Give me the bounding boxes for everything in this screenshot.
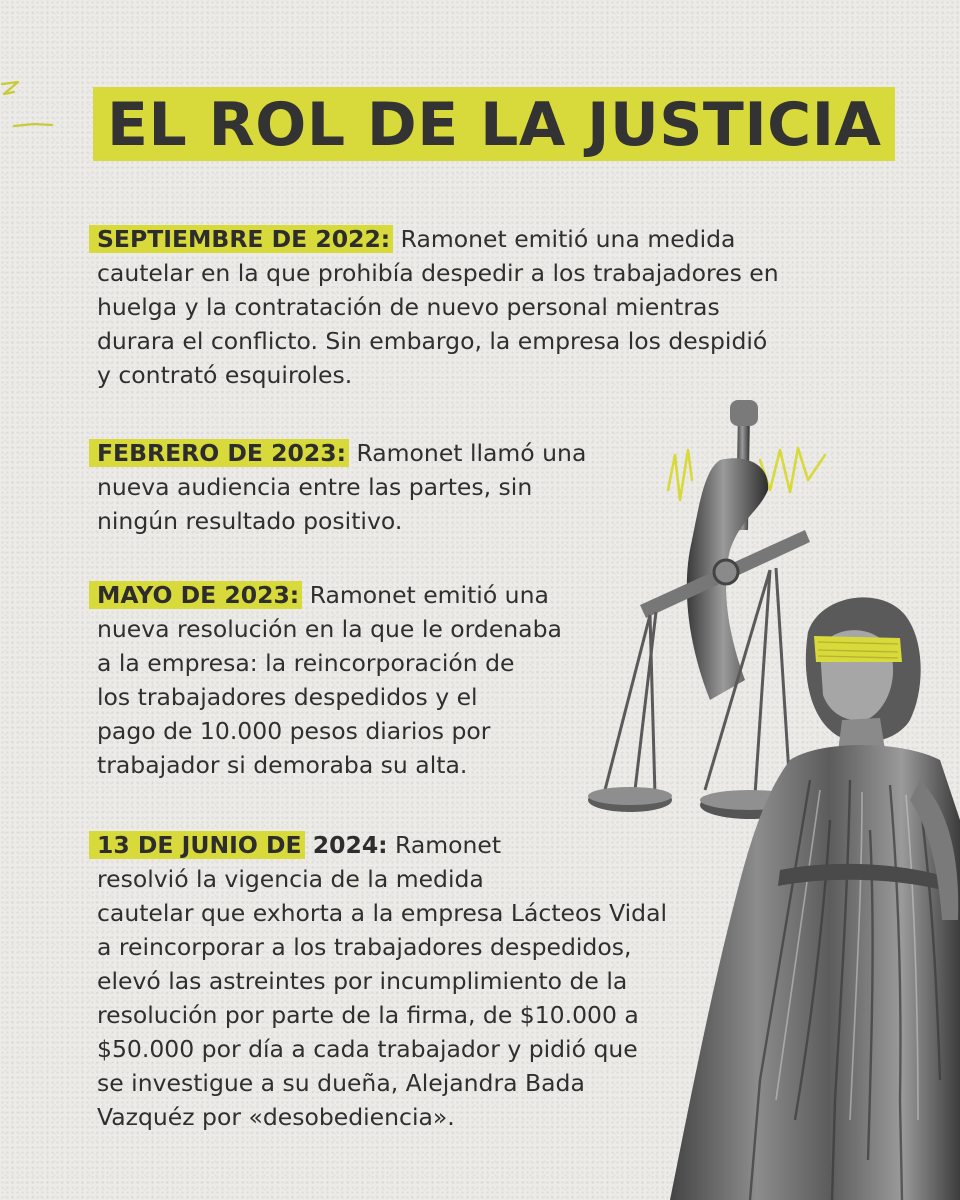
section-label: SEPTIEMBRE DE 2022: xyxy=(89,225,393,253)
section-text: Ramonet xyxy=(387,831,502,859)
section-line: los trabajadores despedidos y el xyxy=(97,683,478,711)
section-line: resolución por parte de la firma, de $10.000 a xyxy=(97,1001,639,1029)
section-line: elevó las astreintes por incumplimiento de la xyxy=(97,967,628,995)
section-line: cautelar que exhorta a la empresa Lácteos Vidal xyxy=(97,899,668,927)
section-label: 13 DE JUNIO DE xyxy=(89,831,305,859)
section-line: pago de 10.000 pesos diarios por xyxy=(97,717,491,745)
section-line: nueva resolución en la que le ordenaba xyxy=(97,615,562,643)
page-title: EL ROL DE LA JUSTICIA xyxy=(107,90,882,160)
section-line: durara el conflicto. Sin embargo, la empresa los despidió xyxy=(97,327,768,355)
title-highlight xyxy=(93,87,895,161)
section-line: cautelar en la que prohibía despedir a los trabajadores en xyxy=(97,259,779,287)
section-line xyxy=(97,578,562,612)
section-line: se investigue a su dueña, Alejandra Bada xyxy=(97,1069,585,1097)
section-line xyxy=(97,222,779,256)
section-line: $50.000 por día a cada trabajador y pidió que xyxy=(97,1035,638,1063)
section-line xyxy=(97,828,667,862)
section-line xyxy=(97,436,586,470)
section-septiembre-2022 xyxy=(97,222,779,392)
section-line: Vazquéz por «desobediencia». xyxy=(97,1103,455,1131)
section-line: a reincorporar a los trabajadores despedidos, xyxy=(97,933,632,961)
section-line: a la empresa: la reincorporación de xyxy=(97,649,515,677)
section-label: FEBRERO DE 2023: xyxy=(89,439,349,467)
scribble-doodle xyxy=(0,70,60,130)
section-label: MAYO DE 2023: xyxy=(89,581,302,609)
section-line: nueva audiencia entre las partes, sin xyxy=(97,473,533,501)
section-text: Ramonet emitió una xyxy=(302,581,549,609)
section-line: resolvió la vigencia de la medida xyxy=(97,865,484,893)
section-text: Ramonet emitió una medida xyxy=(393,225,736,253)
section-febrero-2023 xyxy=(97,436,586,538)
section-junio-2024 xyxy=(97,828,667,1134)
section-line: trabajador si demoraba su alta. xyxy=(97,751,468,779)
section-mayo-2023 xyxy=(97,578,562,782)
section-line: ningún resultado positivo. xyxy=(97,507,403,535)
section-text: Ramonet llamó una xyxy=(348,439,587,467)
section-line: y contrató esquiroles. xyxy=(97,361,353,389)
section-label-suffix: 2024: xyxy=(304,831,388,859)
section-line: huelga y la contratación de nuevo personal mientras xyxy=(97,293,720,321)
